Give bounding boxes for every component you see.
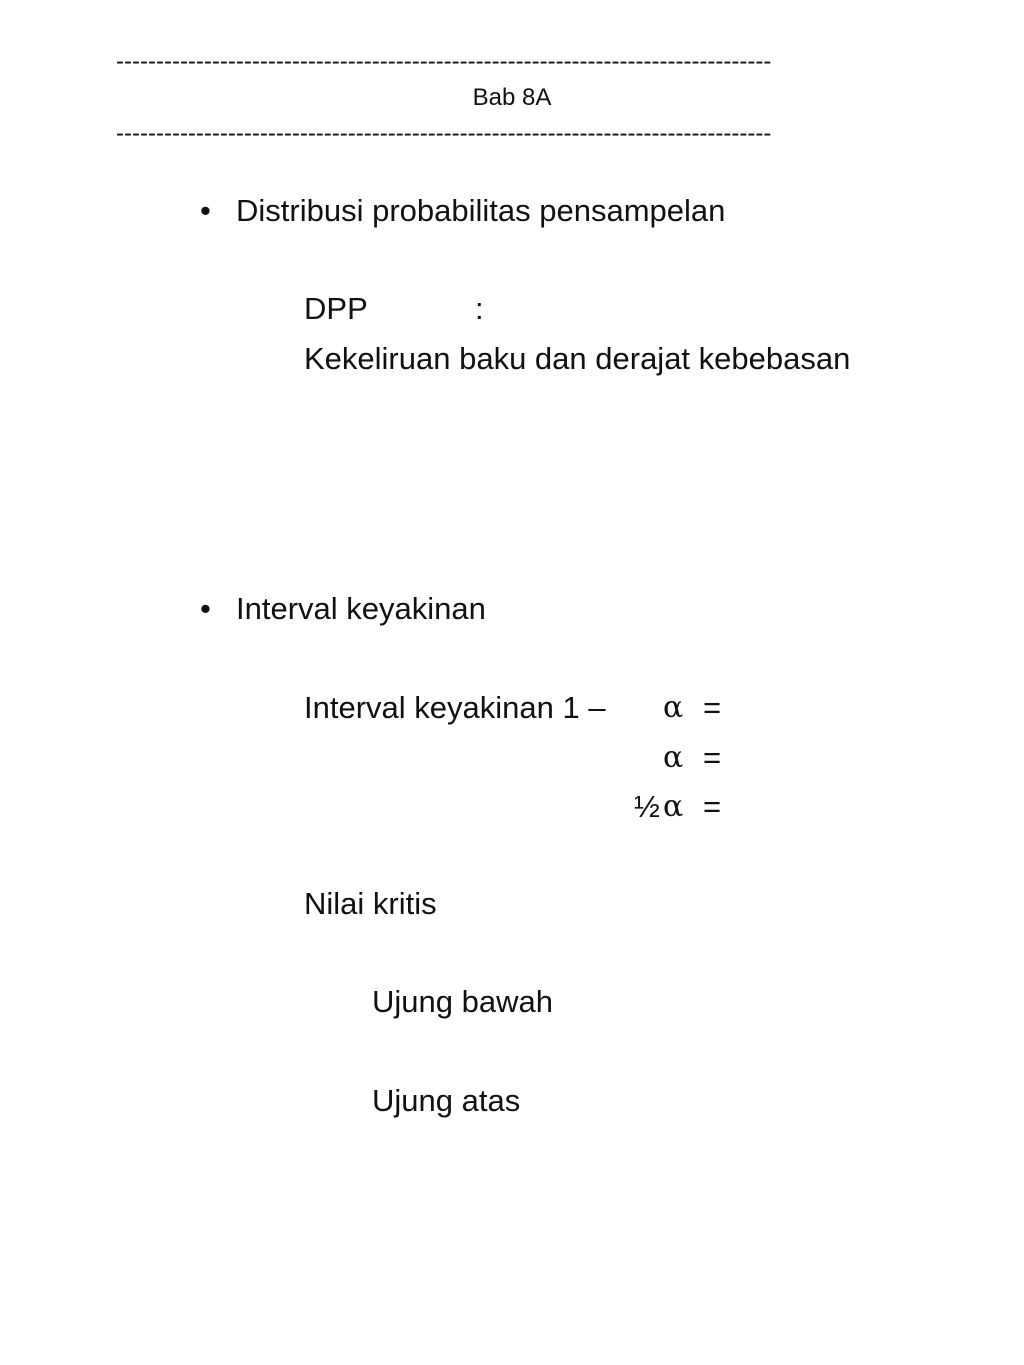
header-rule-top: ---------------------------------------------------------------------------------- bbox=[116, 48, 772, 75]
page-title: Bab 8A bbox=[472, 84, 552, 111]
half-fraction: ½ bbox=[634, 789, 660, 824]
equals-sign: = bbox=[703, 690, 722, 725]
upper-bound-label: Ujung atas bbox=[372, 1083, 521, 1118]
alpha-symbol: α bbox=[663, 690, 684, 725]
bullet-marker: • bbox=[200, 591, 211, 626]
section-heading-distribusi: Distribusi probabilitas pensampelan bbox=[236, 193, 726, 228]
critical-value-label: Nilai kritis bbox=[304, 886, 437, 921]
alpha-symbol: α bbox=[663, 740, 684, 775]
bullet-marker: • bbox=[200, 193, 211, 228]
equals-sign: = bbox=[703, 789, 722, 824]
header-rule-bottom: ---------------------------------------------------------------------------------- bbox=[116, 120, 772, 147]
dpp-label: DPP bbox=[304, 291, 368, 326]
dpp-colon: : bbox=[475, 291, 484, 326]
equals-sign: = bbox=[703, 740, 722, 775]
interval-row-label: Interval keyakinan 1 – bbox=[304, 690, 606, 725]
dpp-description: Kekeliruan baku dan derajat kebebasan bbox=[304, 341, 851, 376]
alpha-symbol: α bbox=[663, 789, 684, 824]
section-heading-interval: Interval keyakinan bbox=[236, 591, 486, 626]
lower-bound-label: Ujung bawah bbox=[372, 984, 553, 1019]
